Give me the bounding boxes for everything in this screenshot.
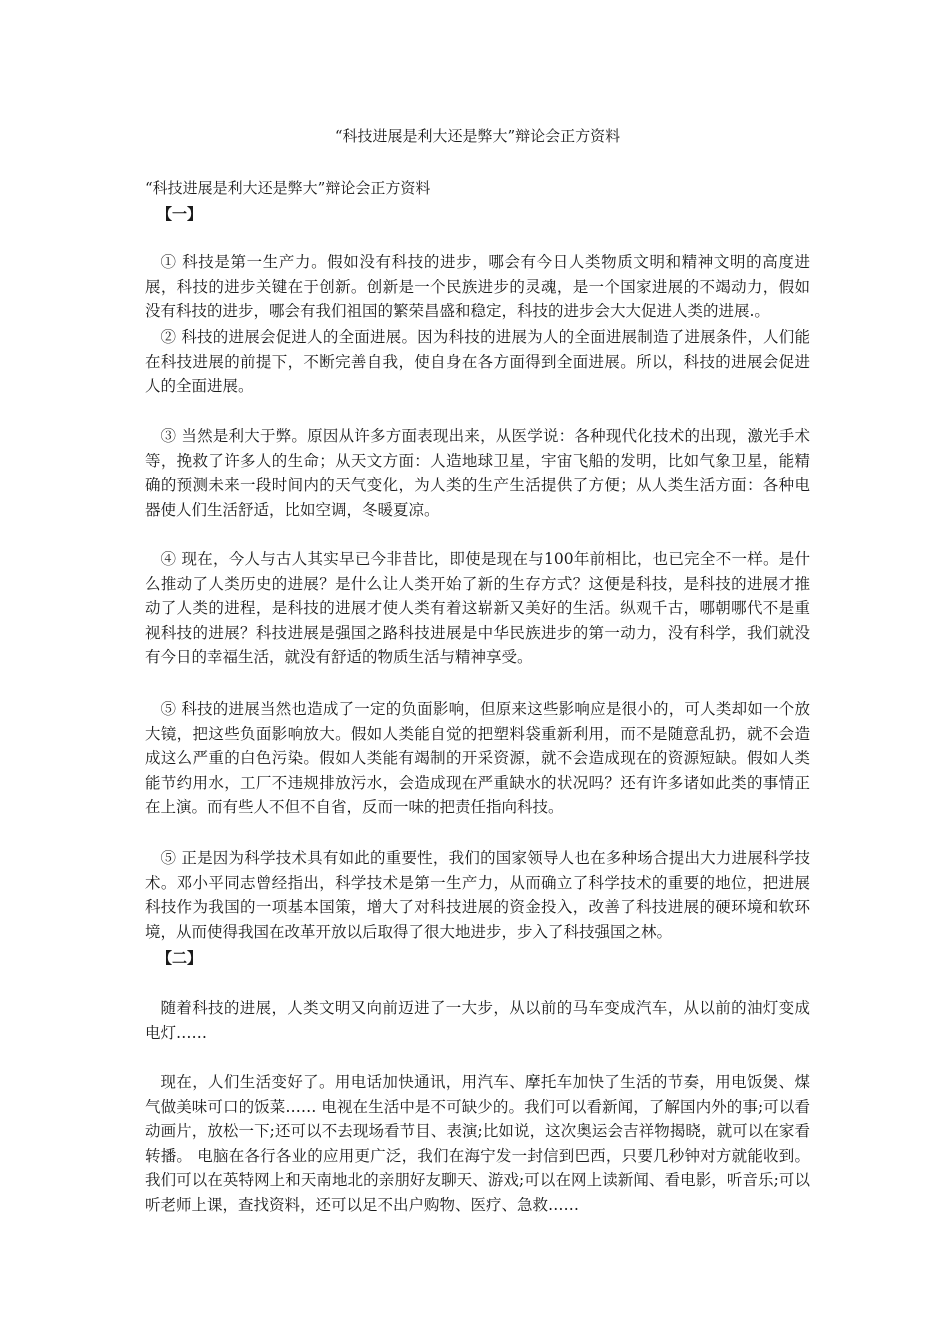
- section-heading-two: 【二】: [157, 949, 203, 967]
- document-title: “科技进展是利大还是弊大”辩论会正方资料: [334, 127, 621, 145]
- paragraph-3: ③ 当然是利大于弊。原因从许多方面表现出来，从医学说：各种现代化技术的出现，激光手术等，挽救了许多人的生命；从天文方面：人造地球卫星，宇宙飞船的发明，比如气象卫星，能精确的预测未来一段时间内的天气变化，为人类的生产生活提供了方便；从人类生活方面：各种电器使人们生活舒适，比如空调，冬暖夏凉。: [145, 427, 810, 519]
- paragraph-6: ⑤ 正是因为科学技术具有如此的重要性，我们的国家领导人也在多种场合提出大力进展科学技术。邓小平同志曾经指出，科学技术是第一生产力，从而确立了科学技术的重要的地位，把进展科技作为我国的一项基本国策，增大了对科技进展的资金投入，改善了科技进展的硬环境和软环境，从而使得我国在改革开放以后取得了很大地进步，步入了科技强国之林。: [145, 849, 810, 941]
- paragraph-4: ④ 现在，今人与古人其实早已今非昔比，即使是现在与100年前相比，也已完全不一样。是什么推动了人类历史的进展？是什么让人类开始了新的生存方式？这便是科技，是科技的进展才推动了人类的进程，是科技的进展才使人类有着这崭新又美好的生活。纵观千古，哪朝哪代不是重视科技的进展？科技进展是强国之路科技进展是中华民族进步的第一动力，没有科学，我们就没有今日的幸福生活，就没有舒适的物质生活与精神享受。: [145, 550, 810, 667]
- section-heading-one: 【一】: [157, 205, 203, 223]
- paragraph-1: ① 科技是第一生产力。假如没有科技的进步，哪会有今日人类物质文明和精神文明的高度进展，科技的进步关键在于创新。创新是一个民族进步的灵魂，是一个国家进展的不竭动力，假如没有科技的进步，哪会有我们祖国的繁荣昌盛和稳定，科技的进步会大大促进人类的进展.。: [145, 253, 810, 321]
- document-subtitle: “科技进展是利大还是弊大”辩论会正方资料: [145, 179, 431, 197]
- paragraph-7: 随着科技的进展，人类文明又向前迈进了一大步，从以前的马车变成汽车，从以前的油灯变成电灯……: [145, 999, 810, 1042]
- paragraph-2: ② 科技的进展会促进人的全面进展。因为科技的进展为人的全面进展制造了进展条件，人们能在科技进展的前提下，不断完善自我，使自身在各方面得到全面进展。所以，科技的进展会促进人的全面进展。: [145, 328, 810, 396]
- paragraph-8: 现在，人们生活变好了。用电话加快通讯，用汽车、摩托车加快了生活的节奏，用电饭煲、煤气做美味可口的饭菜…… 电视在生活中是不可缺少的。我们可以看新闻，了解国内外的事;可以看动画片，放松一下;还可以不去现场看节目、表演;比如说，这次奥运会吉祥物揭晓，就可以在家看转播。 电脑在各行各业的应用更广泛，我们在海宁发一封信到巴西，只要几秒钟对方就能收到。我们可以在英特网上和天南地北的亲朋好友聊天、游戏;可以在网上读新闻、看电影，听音乐;可以听老师上课，查找资料，还可以足不出户购物、医疗、急救……: [145, 1073, 810, 1214]
- paragraph-5: ⑤ 科技的进展当然也造成了一定的负面影响，但原来这些影响应是很小的，可人类却如一个放大镜，把这些负面影响放大。假如人类能自觉的把塑料袋重新利用，而不是随意乱扔，就不会造成这么严重的白色污染。假如人类能有竭制的开采资源，就不会造成现在的资源短缺。假如人类能节约用水，工厂不违规排放污水，会造成现在严重缺水的状况吗？还有许多诸如此类的事情正在上演。而有些人不但不自省，反而一味的把责任指向科技。: [145, 700, 810, 817]
